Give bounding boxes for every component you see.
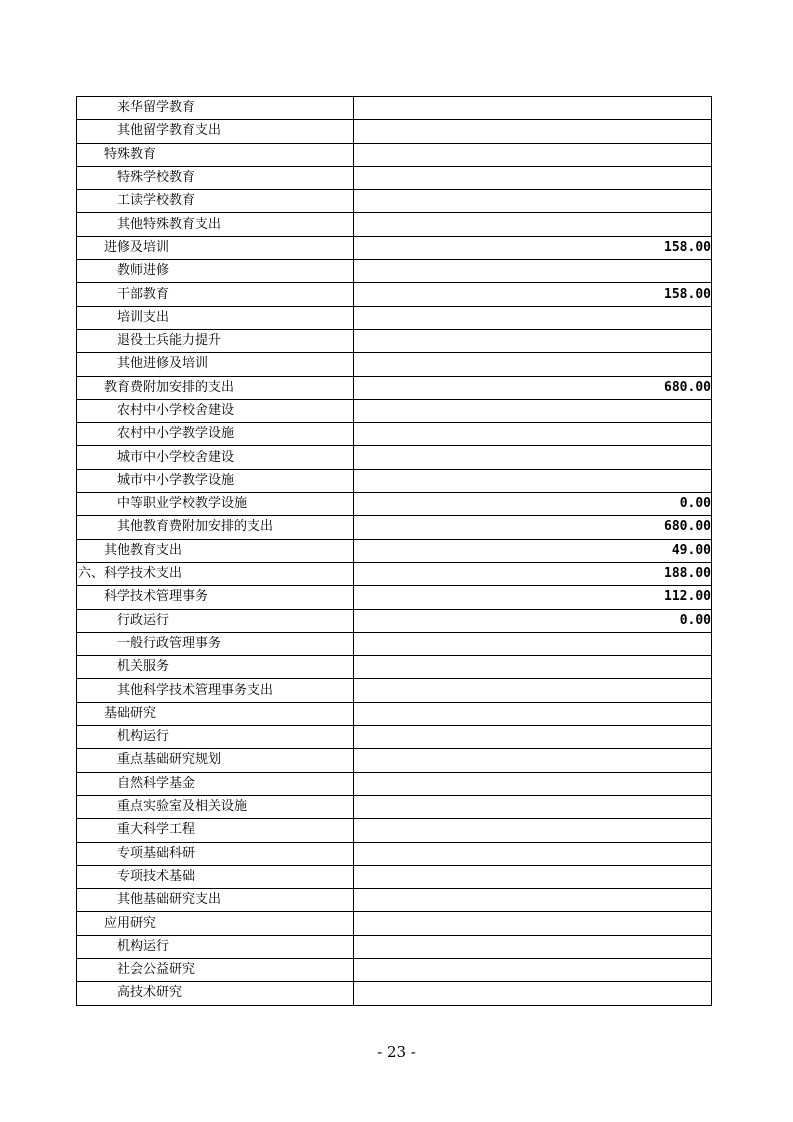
item-name-cell: 其他留学教育支出 [77,120,354,143]
amount-cell [354,819,712,842]
item-name-cell: 培训支出 [77,306,354,329]
table-row [77,958,712,981]
item-name-cell: 城市中小学教学设施 [77,469,354,492]
amount-cell: 158.00 [354,283,712,306]
item-name-cell: 退役士兵能力提升 [77,329,354,352]
amount-cell [354,726,712,749]
amount-cell [354,865,712,888]
table-row [77,120,712,143]
item-name-cell: 高技术研究 [77,982,354,1005]
amount-cell: 0.00 [354,493,712,516]
amount-cell [354,912,712,935]
item-name-cell: 其他教育费附加安排的支出 [77,516,354,539]
item-name-cell: 重点实验室及相关设施 [77,795,354,818]
table-row [77,702,712,725]
item-name-cell: 基础研究 [77,702,354,725]
item-name-cell: 工读学校教育 [77,190,354,213]
amount-cell [354,772,712,795]
amount-cell [354,190,712,213]
amount-cell [354,632,712,655]
amount-cell [354,446,712,469]
item-name-cell: 专项技术基础 [77,865,354,888]
table-row [77,493,712,516]
table-row [77,772,712,795]
table-row [77,190,712,213]
item-name-cell: 机关服务 [77,656,354,679]
item-name-cell: 来华留学教育 [77,97,354,120]
item-name-cell: 教育费附加安排的支出 [77,376,354,399]
item-name-cell: 特殊教育 [77,143,354,166]
table-row [77,213,712,236]
table-row [77,329,712,352]
amount-cell: 112.00 [354,586,712,609]
item-name-cell: 其他进修及培训 [77,353,354,376]
amount-cell: 158.00 [354,236,712,259]
amount-cell [354,935,712,958]
amount-cell [354,260,712,283]
table-row [77,609,712,632]
table-row [77,726,712,749]
item-name-cell: 社会公益研究 [77,958,354,981]
amount-cell: 680.00 [354,516,712,539]
amount-cell [354,353,712,376]
amount-cell [354,143,712,166]
item-name-cell: 干部教育 [77,283,354,306]
item-name-cell: 特殊学校教育 [77,166,354,189]
amount-cell [354,679,712,702]
amount-cell [354,329,712,352]
amount-cell [354,97,712,120]
amount-cell: 188.00 [354,562,712,585]
item-name-cell: 专项基础科研 [77,842,354,865]
item-name-cell: 农村中小学教学设施 [77,423,354,446]
amount-cell [354,982,712,1005]
item-name-cell: 其他特殊教育支出 [77,213,354,236]
table-row [77,562,712,585]
table-row [77,260,712,283]
table-row [77,283,712,306]
item-name-cell: 其他基础研究支出 [77,889,354,912]
item-name-cell: 机构运行 [77,935,354,958]
table-row [77,469,712,492]
item-name-cell: 其他科学技术管理事务支出 [77,679,354,702]
budget-table [76,96,712,1006]
amount-cell [354,702,712,725]
amount-cell [354,889,712,912]
item-name-cell: 进修及培训 [77,236,354,259]
amount-cell: 680.00 [354,376,712,399]
amount-cell [354,656,712,679]
table-row [77,166,712,189]
amount-cell [354,469,712,492]
amount-cell [354,120,712,143]
amount-cell [354,842,712,865]
item-name-cell: 科学技术管理事务 [77,586,354,609]
item-name-cell: 自然科学基金 [77,772,354,795]
table-row [77,306,712,329]
item-name-cell: 机构运行 [77,726,354,749]
table-row [77,97,712,120]
amount-cell [354,423,712,446]
table-row [77,865,712,888]
item-name-cell: 应用研究 [77,912,354,935]
table-row [77,516,712,539]
table-row [77,376,712,399]
table-row [77,842,712,865]
item-name-cell: 重大科学工程 [77,819,354,842]
amount-cell [354,958,712,981]
table-row [77,586,712,609]
table-row [77,889,712,912]
item-name-cell: 一般行政管理事务 [77,632,354,655]
table-row [77,912,712,935]
item-name-cell: 中等职业学校教学设施 [77,493,354,516]
table-row [77,446,712,469]
amount-cell [354,795,712,818]
table-row [77,353,712,376]
table-row [77,236,712,259]
table-row [77,935,712,958]
budget-table-body [77,97,712,1006]
table-row [77,819,712,842]
table-row [77,632,712,655]
table-row [77,143,712,166]
item-name-cell: 教师进修 [77,260,354,283]
amount-cell [354,399,712,422]
table-row [77,795,712,818]
page-number: - 23 - [377,1043,416,1061]
amount-cell [354,213,712,236]
amount-cell [354,749,712,772]
item-name-cell: 重点基础研究规划 [77,749,354,772]
item-name-cell: 六、科学技术支出 [77,562,354,585]
item-name-cell: 其他教育支出 [77,539,354,562]
table-row [77,982,712,1005]
item-name-cell: 城市中小学校舍建设 [77,446,354,469]
table-row [77,656,712,679]
amount-cell [354,166,712,189]
item-name-cell: 行政运行 [77,609,354,632]
table-row [77,423,712,446]
amount-cell [354,306,712,329]
table-row [77,749,712,772]
amount-cell: 0.00 [354,609,712,632]
table-row [77,539,712,562]
amount-cell: 49.00 [354,539,712,562]
table-row [77,679,712,702]
table-row [77,399,712,422]
item-name-cell: 农村中小学校舍建设 [77,399,354,422]
